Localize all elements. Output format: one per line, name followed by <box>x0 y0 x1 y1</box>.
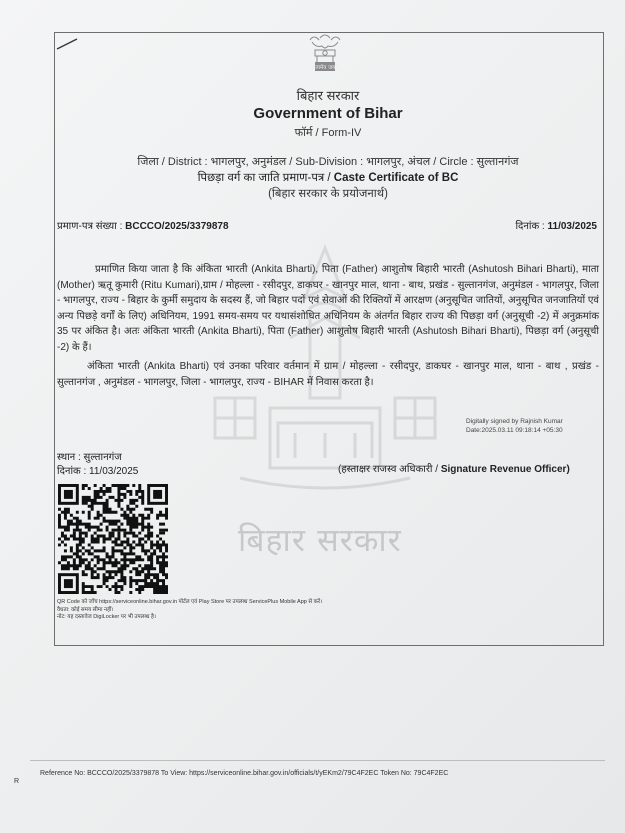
digital-signature-name: Digitally signed by Rajnish Kumar <box>466 418 563 425</box>
certificate-title <box>54 170 602 185</box>
qr-code[interactable] <box>58 484 168 594</box>
certificate-subtitle: (बिहार सरकार के प्रयोजनार्थ) <box>268 188 388 200</box>
header-hindi-govt: बिहार सरकार <box>296 88 360 103</box>
signature-hindi: (हस्ताक्षर राजस्व अधिकारी / <box>338 464 441 475</box>
qr-note-line-3: नोट: यह दस्तावेज DigiLocker पर भी उपलब्ध है। <box>57 614 156 620</box>
header-government: Government of Bihar <box>253 105 403 122</box>
certificate-date-value: 11/03/2025 <box>547 221 597 232</box>
certificate-date <box>515 218 597 232</box>
place-date-block <box>57 451 138 479</box>
edge-mark: R <box>14 778 20 785</box>
qr-note <box>57 599 322 622</box>
qr-finder-pattern <box>58 484 79 505</box>
header-form: फॉर्म / Form-IV <box>294 127 362 139</box>
certificate-paragraph-2: अंकिता भारती (Ankita Bharti) एवं उनका परिवार वर्तमान में ग्राम / मोहल्ला - रसीदपुर, डाकघर - खानपुर माल, थाना - बाथ , प्रखंड - सुल्तानगंज , अनुमंडल - भागलपुर, जिला - भागलपुर, राज्य - BIHAR में निवास करता है। <box>57 361 599 388</box>
digital-signature-date: Date:2025.03.11 09:18:14 +05:30 <box>466 426 563 434</box>
reference-footer: Reference No: BCCCO/2025/3379878 To View: https://serviceonline.bihar.gov.in/officials/t/yEKm2/79C4F2EC Token No: 79C4F2EC <box>40 770 449 777</box>
title-english: Caste Certificate of BC <box>333 172 459 184</box>
title-hindi: पिछड़ा वर्ग का जाति प्रमाण-पत्र / <box>197 172 334 184</box>
place-line: स्थान : सुल्तानगंज <box>57 452 122 463</box>
qr-note-line-1: QR Code को जाँच https://serviceonline.bihar.gov.in पोर्टल एवं Play Store पर उपलब्ध ServicePlus Mobile App से करें। <box>57 599 323 605</box>
certificate-number-value: BCCCO/2025/3379878 <box>125 221 229 232</box>
qr-finder-pattern <box>58 573 79 594</box>
signature-english: Signature Revenue Officer) <box>440 464 570 475</box>
qr-finder-pattern <box>147 484 168 505</box>
certificate-number-label: प्रमाण-पत्र संख्या : <box>57 221 126 232</box>
digital-signature <box>466 418 563 435</box>
emblem-motto: सत्यमेव जयते <box>311 65 339 71</box>
watermark-text: बिहार सरकार <box>238 521 402 559</box>
signature-label <box>338 461 570 475</box>
header-location: जिला / District : भागलपुर, अनुमंडल / Sub-Division : भागलपुर, अंचल / Circle : सुल्तानगंज <box>137 156 519 168</box>
qr-note-line-2: वैधता: कोई समय सीमा नहीं। <box>57 606 114 613</box>
certificate-date-label: दिनांक : <box>515 221 548 232</box>
certificate-paragraph-1: प्रमाणित किया जाता है कि अंकिता भारती (Ankita Bharti), पिता (Father) आशुतोष बिहारी भारती (Ashutosh Bihari Bharti), माता (Mother) ऋतू कुमारी (Ritu Kumari),ग्राम / मोहल्ला - रसीदपुर, डाकघर - खानपुर माल, थाना - बाथ, प्रखंड - सुल्तानगंज, अनुमंडल - भागलपुर, जिला - भागलपुर, राज्य - बिहार के कुर्मी समुदाय के सदस्य हैं, जो बिहार पदों एवं सेवाओं की रिक्तियों में आरक्षण (अनुसूचित जातियों, अनुसूचित जनजातियों एवं अन्य पिछड़े वर्गों के लिए) अधिनियम, 1991 समय-समय पर यथासंशोधित अधिनियम के अंतर्गत बिहार राज्य की पिछड़ा वर्ग (अनुसूची -2) में अनुक्रमांक 35 पर अंकित है। अतः अंकिता भारती (Ankita Bharti), पिता (Father) आशुतोष बिहारी भारती (Ashutosh Bihari Bharti), पिछड़ा वर्ग (अनुसूची -2) के हैं। <box>57 264 599 353</box>
footer-divider <box>30 760 605 761</box>
place-date-line: दिनांक : 11/03/2025 <box>57 466 139 477</box>
